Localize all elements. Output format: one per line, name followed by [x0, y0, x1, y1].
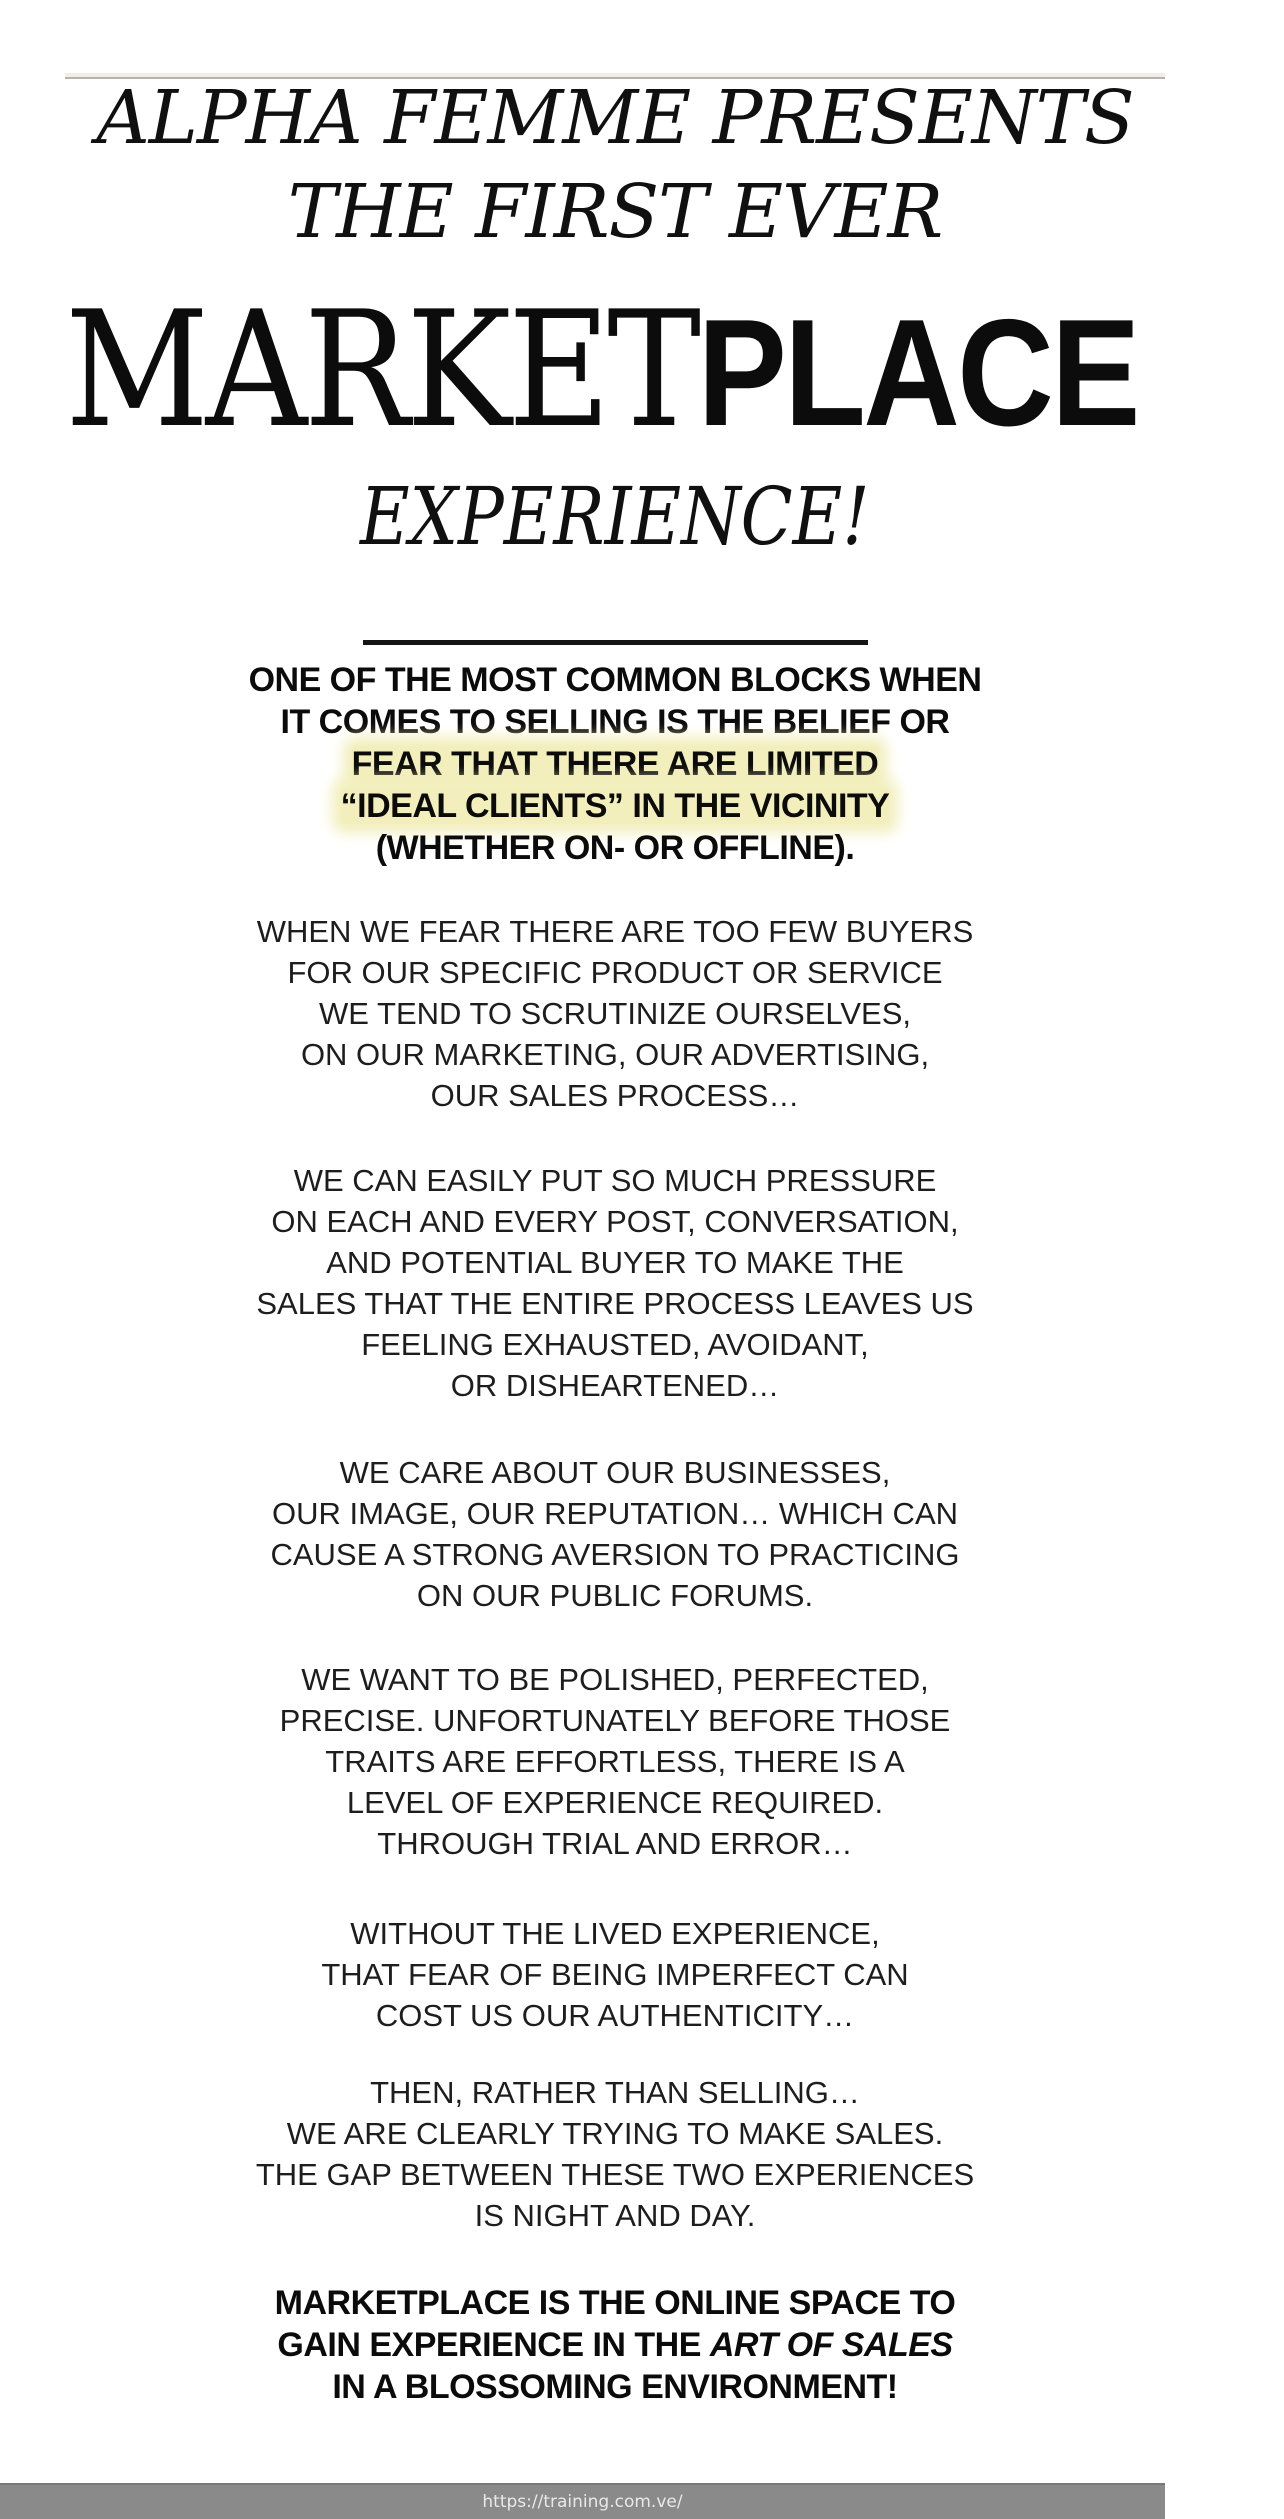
- presents-line-1: ALPHA FEMME PRESENTS: [96, 75, 1134, 161]
- body-line: THE GAP BETWEEN THESE TWO EXPERIENCES: [255, 2157, 975, 2192]
- closing-statement: [65, 2282, 1165, 2408]
- body-line: IS NIGHT AND DAY.: [474, 2198, 756, 2233]
- status-bar-url: https://training.com.ve/: [482, 2492, 683, 2512]
- presents-heading: [65, 71, 1165, 259]
- body-line: TRAITS ARE EFFORTLESS, THERE IS A: [325, 1744, 905, 1779]
- closing-line-2-italic: ART OF SALES: [709, 2326, 953, 2364]
- body-line: SALES THAT THE ENTIRE PROCESS LEAVES US: [256, 1286, 974, 1321]
- body-line: CAUSE A STRONG AVERSION TO PRACTICING: [270, 1537, 960, 1572]
- body-line: ON OUR PUBLIC FORUMS.: [416, 1578, 814, 1613]
- body-paragraph-6: [65, 2072, 1165, 2236]
- body-line: ON EACH AND EVERY POST, CONVERSATION,: [271, 1204, 959, 1239]
- body-line: LEVEL OF EXPERIENCE REQUIRED.: [346, 1785, 884, 1820]
- body-line: THEN, RATHER THAN SELLING…: [370, 2075, 860, 2110]
- body-paragraph-3: [65, 1452, 1165, 1616]
- body-line: WE WANT TO BE POLISHED, PERFECTED,: [301, 1662, 929, 1697]
- closing-line-2-prefix: GAIN EXPERIENCE IN THE: [277, 2326, 710, 2364]
- body-paragraph-1: [65, 911, 1165, 1116]
- body-line: FEELING EXHAUSTED, AVOIDANT,: [361, 1327, 869, 1362]
- body-line: OR DISHEARTENED…: [450, 1368, 780, 1403]
- body-line: THROUGH TRIAL AND ERROR…: [377, 1826, 853, 1861]
- body-line: OUR IMAGE, OUR REPUTATION… WHICH CAN: [271, 1496, 959, 1531]
- experience-subtitle-text: EXPERIENCE!: [360, 470, 870, 563]
- marketplace-title: [65, 276, 1165, 463]
- body-paragraph-4: [65, 1659, 1165, 1864]
- intro-line: (WHETHER ON- OR OFFLINE).: [375, 829, 855, 867]
- body-paragraph-5: [65, 1913, 1165, 2036]
- body-line: PRECISE. UNFORTUNATELY BEFORE THOSE: [279, 1703, 951, 1738]
- closing-line-3: IN A BLOSSOMING ENVIRONMENT!: [332, 2368, 898, 2406]
- body-line: WE CAN EASILY PUT SO MUCH PRESSURE: [293, 1163, 937, 1198]
- intro-line-highlighted: [65, 743, 1165, 785]
- body-line: COST US OUR AUTHENTICITY…: [375, 1998, 855, 2033]
- body-line: OUR SALES PROCESS…: [430, 1078, 800, 1113]
- body-line: WITHOUT THE LIVED EXPERIENCE,: [350, 1916, 880, 1951]
- browser-status-bar: [0, 2483, 1165, 2519]
- marketplace-title-serif: MARKET: [65, 276, 698, 463]
- marketplace-title-bold: PLACE: [697, 288, 1138, 458]
- body-line: WE CARE ABOUT OUR BUSINESSES,: [339, 1455, 891, 1490]
- body-paragraph-2: [65, 1160, 1165, 1406]
- closing-line-2: [65, 2324, 1165, 2366]
- intro-line: IT COMES TO SELLING IS THE BELIEF OR: [280, 703, 950, 741]
- body-line: ON OUR MARKETING, OUR ADVERTISING,: [300, 1037, 930, 1072]
- intro-statement: [65, 659, 1165, 869]
- intro-line: ONE OF THE MOST COMMON BLOCKS WHEN: [248, 661, 982, 699]
- closing-line-1: MARKETPLACE IS THE ONLINE SPACE TO: [274, 2284, 956, 2322]
- body-line: WE ARE CLEARLY TRYING TO MAKE SALES.: [286, 2116, 944, 2151]
- body-line: AND POTENTIAL BUYER TO MAKE THE: [326, 1245, 904, 1280]
- body-line: WE TEND TO SCRUTINIZE OURSELVES,: [319, 996, 911, 1031]
- flyer-card: [65, 71, 1165, 2408]
- body-line: WHEN WE FEAR THERE ARE TOO FEW BUYERS: [256, 914, 974, 949]
- section-divider-line: [363, 640, 868, 645]
- presents-line-2: THE FIRST EVER: [287, 169, 943, 255]
- body-line: FOR OUR SPECIFIC PRODUCT OR SERVICE: [287, 955, 943, 990]
- body-line: THAT FEAR OF BEING IMPERFECT CAN: [321, 1957, 909, 1992]
- highlight-text: FEAR THAT THERE ARE LIMITED: [351, 745, 879, 783]
- highlight-text: “IDEAL CLIENTS” IN THE VICINITY: [340, 787, 890, 825]
- intro-line-highlighted: [65, 785, 1165, 827]
